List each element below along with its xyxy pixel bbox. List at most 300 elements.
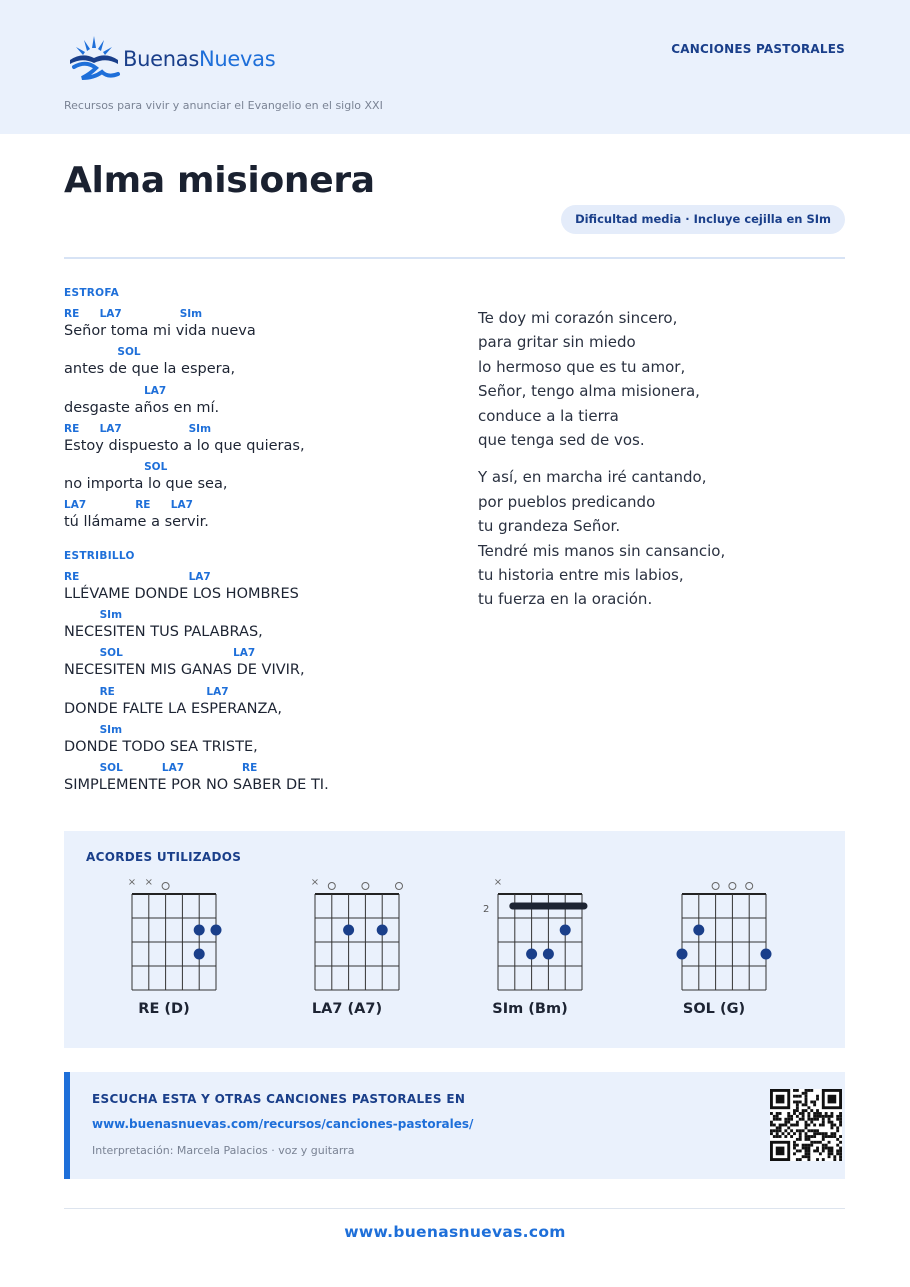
chord-name: LA7 (A7) — [311, 1001, 383, 1017]
qr-module — [779, 1126, 782, 1129]
open-string-icon — [328, 883, 335, 890]
qr-module — [799, 1101, 802, 1104]
qr-module — [830, 1121, 833, 1124]
qr-module — [793, 1095, 796, 1098]
qr-module — [793, 1152, 796, 1155]
qr-module — [805, 1144, 808, 1147]
qr-module — [805, 1126, 808, 1129]
qr-module — [802, 1129, 805, 1132]
lyric-line — [64, 385, 454, 423]
qr-module — [813, 1149, 816, 1152]
qr-module — [807, 1138, 810, 1141]
chord-diagram — [297, 873, 417, 1017]
qr-module — [813, 1115, 816, 1118]
qr-module — [790, 1124, 793, 1127]
qr-module — [830, 1115, 833, 1118]
qr-module — [799, 1129, 802, 1132]
chord-symbol: RE — [242, 762, 258, 775]
chord-grid-icon — [664, 873, 784, 1001]
qr-module — [796, 1115, 799, 1118]
qr-module — [816, 1141, 819, 1144]
qr-module — [833, 1135, 836, 1138]
chord-symbol: LA7 — [206, 685, 229, 698]
qr-code-icon[interactable] — [770, 1089, 842, 1161]
lyric-line: tu grandeza Señor. — [478, 517, 621, 536]
qr-module — [805, 1138, 808, 1141]
muted-string-icon: × — [310, 877, 320, 888]
qr-module — [799, 1135, 802, 1138]
qr-module — [839, 1149, 842, 1152]
qr-module — [773, 1115, 776, 1118]
chord-symbol: RE — [64, 422, 80, 435]
verse-lines — [64, 308, 454, 538]
lyric-line: por pueblos predicando — [478, 492, 656, 511]
qr-module — [805, 1132, 808, 1135]
qr-module — [807, 1106, 810, 1109]
qr-module — [784, 1129, 787, 1132]
qr-module — [839, 1121, 842, 1124]
lyric-line — [64, 647, 454, 685]
qr-module — [816, 1118, 819, 1121]
qr-module — [773, 1135, 776, 1138]
qr-module — [799, 1158, 802, 1161]
qr-module — [825, 1135, 828, 1138]
chord-symbol: LA7 — [188, 570, 211, 583]
qr-module — [784, 1135, 787, 1138]
qr-module — [810, 1129, 813, 1132]
qr-module — [793, 1141, 796, 1144]
lyric-line — [64, 571, 454, 609]
lyric-line — [64, 762, 454, 800]
qr-module — [770, 1112, 773, 1115]
muted-string-icon: × — [127, 877, 137, 888]
lyric-line: tu historia entre mis labios, — [478, 566, 684, 585]
lyric-text: NECESITEN MIS GANAS DE VIVIR, — [64, 662, 305, 679]
qr-module — [813, 1103, 816, 1106]
qr-module — [793, 1144, 796, 1147]
chord-symbol: SOL — [99, 762, 123, 775]
qr-module — [819, 1152, 822, 1155]
lyric-text: NECESITEN TUS PALABRAS, — [64, 624, 263, 641]
listen-credit: Interpretación: Marcela Palacios · voz y guitarra — [92, 1144, 355, 1157]
qr-module — [828, 1115, 831, 1118]
qr-module — [799, 1118, 802, 1121]
chord-symbol: SOL — [99, 647, 123, 660]
qr-module — [819, 1115, 822, 1118]
qr-module — [796, 1109, 799, 1112]
qr-module — [796, 1106, 799, 1109]
qr-module — [796, 1149, 799, 1152]
qr-module — [802, 1092, 805, 1095]
qr-module — [839, 1135, 842, 1138]
qr-module — [802, 1115, 805, 1118]
chord-symbol: LA7 — [99, 308, 122, 320]
qr-module — [813, 1124, 816, 1127]
qr-module — [828, 1135, 831, 1138]
qr-module — [828, 1141, 831, 1144]
qr-module — [807, 1158, 810, 1161]
qr-module — [819, 1124, 822, 1127]
chord-row — [64, 461, 454, 475]
qr-module — [782, 1132, 785, 1135]
chord-grid-icon — [297, 873, 417, 1001]
qr-module — [802, 1118, 805, 1121]
qr-module — [807, 1112, 810, 1115]
qr-module — [796, 1124, 799, 1127]
qr-module — [833, 1155, 836, 1158]
qr-module — [839, 1152, 842, 1155]
chord-name: SOL (G) — [682, 1001, 746, 1017]
qr-module — [807, 1155, 810, 1158]
chord-row — [64, 385, 454, 399]
qr-module — [805, 1149, 808, 1152]
section-label: CANCIONES PASTORALES — [671, 42, 845, 56]
qr-module — [830, 1124, 833, 1127]
qr-module — [807, 1147, 810, 1150]
qr-module — [819, 1132, 822, 1135]
chord-row — [64, 724, 454, 738]
qr-module — [796, 1121, 799, 1124]
qr-module — [830, 1147, 833, 1150]
qr-module — [776, 1126, 779, 1129]
qr-module — [813, 1112, 816, 1115]
chord-diagram — [480, 873, 600, 1017]
qr-module — [802, 1109, 805, 1112]
qr-module — [802, 1147, 805, 1150]
lyric-text: Señor toma mi vida nueva — [64, 323, 256, 339]
qr-finder — [776, 1095, 785, 1104]
chord-row — [64, 308, 454, 322]
qr-module — [810, 1118, 813, 1121]
lyric-text: no importa lo que sea, — [64, 476, 228, 493]
qr-module — [839, 1124, 842, 1127]
qr-module — [819, 1141, 822, 1144]
qr-module — [776, 1132, 779, 1135]
open-string-icon — [712, 883, 719, 890]
qr-module — [836, 1129, 839, 1132]
qr-module — [805, 1155, 808, 1158]
brand-name — [123, 47, 275, 71]
qr-module — [836, 1138, 839, 1141]
qr-module — [807, 1124, 810, 1127]
chord-row — [64, 571, 454, 585]
lyric-line: tu fuerza en la oración. — [478, 590, 653, 609]
qr-module — [793, 1132, 796, 1135]
qr-module — [836, 1149, 839, 1152]
lyrics-right-column — [478, 306, 848, 625]
chord-symbol: SOL — [117, 346, 141, 359]
title-divider — [64, 257, 845, 259]
qr-module — [813, 1129, 816, 1132]
qr-module — [802, 1155, 805, 1158]
chord-symbol: RE — [135, 499, 151, 512]
qr-module — [779, 1124, 782, 1127]
qr-module — [816, 1158, 819, 1161]
lyric-line: Te doy mi corazón sincero, — [478, 309, 678, 327]
finger-dot — [693, 925, 704, 936]
chord-name: RE (D) — [138, 1001, 190, 1017]
qr-module — [828, 1118, 831, 1121]
lyric-line: Señor, tengo alma misionera, — [478, 382, 700, 401]
lyric-line: que tenga sed de vos. — [478, 431, 645, 450]
qr-module — [816, 1149, 819, 1152]
qr-module — [779, 1118, 782, 1121]
qr-module — [770, 1121, 773, 1124]
qr-module — [822, 1132, 825, 1135]
qr-module — [805, 1109, 808, 1112]
finger-dot — [194, 949, 205, 960]
chord-symbol: RE — [64, 308, 80, 320]
qr-module — [787, 1118, 790, 1121]
qr-module — [830, 1149, 833, 1152]
qr-module — [813, 1101, 816, 1104]
qr-module — [776, 1112, 779, 1115]
qr-module — [796, 1089, 799, 1092]
lyric-line: Y así, en marcha iré cantando, — [478, 468, 707, 487]
finger-dot — [543, 949, 554, 960]
listen-link[interactable]: www.buenasnuevas.com/recursos/canciones-pastorales/ — [92, 1117, 474, 1131]
chord-symbol: SIm — [99, 723, 123, 736]
lyric-line: lo hermoso que es tu amor, — [478, 357, 686, 376]
qr-module — [773, 1124, 776, 1127]
finger-dot — [194, 925, 205, 936]
finger-dot — [560, 925, 571, 936]
chord-symbol: LA7 — [161, 762, 185, 775]
qr-module — [793, 1101, 796, 1104]
qr-module — [805, 1135, 808, 1138]
chord-row — [64, 346, 454, 360]
brand-name-part2: Nuevas — [198, 47, 276, 71]
qr-module — [799, 1149, 802, 1152]
qr-module — [816, 1095, 819, 1098]
qr-module — [813, 1118, 816, 1121]
song-title: Alma misionera — [64, 160, 375, 201]
lyric-line — [64, 461, 454, 499]
qr-module — [787, 1126, 790, 1129]
qr-module — [822, 1149, 825, 1152]
qr-module — [816, 1098, 819, 1101]
qr-module — [787, 1115, 790, 1118]
footer-divider — [64, 1208, 845, 1209]
qr-module — [805, 1089, 808, 1092]
qr-module — [828, 1155, 831, 1158]
qr-module — [779, 1135, 782, 1138]
qr-module — [796, 1103, 799, 1106]
lyric-text: LLÉVAME DONDE LOS HOMBRES — [64, 585, 299, 602]
qr-module — [773, 1118, 776, 1121]
qr-module — [805, 1103, 808, 1106]
open-string-icon — [162, 883, 169, 890]
qr-module — [813, 1141, 816, 1144]
qr-module — [770, 1132, 773, 1135]
lyric-text: SIMPLEMENTE POR NO SABER DE TI. — [64, 777, 329, 794]
qr-module — [813, 1132, 816, 1135]
lyric-text: desgaste años en mí. — [64, 399, 220, 416]
qr-module — [805, 1147, 808, 1150]
qr-module — [782, 1124, 785, 1127]
qr-module — [793, 1147, 796, 1150]
chord-symbol: RE — [64, 570, 80, 583]
qr-module — [833, 1132, 836, 1135]
qr-module — [816, 1109, 819, 1112]
page-header — [0, 0, 910, 134]
lyric-line — [64, 346, 454, 384]
qr-module — [810, 1109, 813, 1112]
qr-module — [810, 1089, 813, 1092]
qr-module — [830, 1126, 833, 1129]
qr-module — [828, 1121, 831, 1124]
difficulty-badge: Dificultad media · Incluye cejilla en SIm — [561, 205, 845, 234]
qr-module — [822, 1115, 825, 1118]
qr-module — [802, 1103, 805, 1106]
qr-module — [830, 1112, 833, 1115]
brand-tagline: Recursos para vivir y anunciar el Evangelio en el siglo XXI — [64, 99, 383, 112]
qr-module — [776, 1129, 779, 1132]
lyric-line — [64, 423, 454, 461]
qr-module — [836, 1126, 839, 1129]
qr-module — [830, 1152, 833, 1155]
qr-module — [787, 1112, 790, 1115]
qr-module — [793, 1109, 796, 1112]
qr-module — [822, 1138, 825, 1141]
qr-module — [790, 1118, 793, 1121]
qr-module — [805, 1121, 808, 1124]
qr-module — [796, 1095, 799, 1098]
lyric-line — [64, 308, 454, 346]
qr-module — [828, 1152, 831, 1155]
qr-module — [825, 1147, 828, 1150]
open-string-icon — [362, 883, 369, 890]
lyric-line: conduce a la tierra — [478, 406, 619, 425]
chord-diagram — [664, 873, 784, 1017]
chord-row — [64, 609, 454, 623]
chord-row — [64, 647, 454, 661]
finger-dot — [761, 949, 772, 960]
qr-module — [793, 1124, 796, 1127]
qr-module — [805, 1098, 808, 1101]
qr-module — [825, 1144, 828, 1147]
qr-module — [807, 1152, 810, 1155]
qr-module — [784, 1124, 787, 1127]
qr-module — [839, 1112, 842, 1115]
finger-dot — [343, 925, 354, 936]
qr-module — [833, 1158, 836, 1161]
qr-module — [784, 1118, 787, 1121]
qr-module — [836, 1115, 839, 1118]
qr-module — [805, 1092, 808, 1095]
qr-module — [799, 1138, 802, 1141]
qr-module — [802, 1112, 805, 1115]
qr-module — [807, 1149, 810, 1152]
finger-dot — [211, 925, 222, 936]
chord-diagram — [114, 873, 234, 1017]
lyric-line — [64, 724, 454, 762]
qr-finder — [828, 1095, 837, 1104]
footer-link[interactable]: www.buenasnuevas.com — [344, 1223, 566, 1241]
qr-module — [822, 1121, 825, 1124]
muted-string-icon: × — [493, 877, 503, 888]
qr-module — [807, 1135, 810, 1138]
chord-symbol: RE — [99, 685, 115, 698]
qr-module — [816, 1147, 819, 1150]
qr-module — [822, 1124, 825, 1127]
qr-module — [802, 1144, 805, 1147]
qr-module — [836, 1144, 839, 1147]
qr-module — [810, 1101, 813, 1104]
chord-grid-icon — [114, 873, 234, 1001]
chord-symbol: LA7 — [99, 422, 122, 435]
qr-module — [819, 1112, 822, 1115]
qr-finder — [776, 1147, 785, 1156]
qr-module — [805, 1101, 808, 1104]
qr-module — [799, 1132, 802, 1135]
chord-row — [64, 686, 454, 700]
finger-dot — [677, 949, 688, 960]
chord-symbol: SIm — [99, 609, 123, 622]
qr-module — [784, 1121, 787, 1124]
lyric-text: antes de que la espera, — [64, 361, 236, 378]
lyric-line: para gritar sin miedo — [478, 333, 636, 352]
chord-name: SIm (Bm) — [492, 1001, 568, 1017]
muted-string-icon: × — [144, 877, 153, 888]
verse-label: ESTROFA — [64, 287, 120, 299]
qr-module — [796, 1129, 799, 1132]
qr-module — [828, 1149, 831, 1152]
open-string-icon — [729, 883, 736, 890]
chord-row — [64, 499, 454, 513]
qr-module — [790, 1135, 793, 1138]
qr-module — [825, 1115, 828, 1118]
qr-module — [816, 1112, 819, 1115]
lyric-text: DONDE FALTE LA ESPERANZA, — [64, 700, 282, 717]
qr-module — [799, 1112, 802, 1115]
lyric-stanza — [478, 306, 848, 452]
lyric-line — [64, 499, 454, 537]
lyrics-left-column — [64, 287, 454, 801]
qr-module — [807, 1089, 810, 1092]
chord-symbol: SIm — [179, 308, 203, 320]
qr-module — [796, 1138, 799, 1141]
qr-module — [790, 1129, 793, 1132]
chord-row — [64, 762, 454, 776]
qr-module — [830, 1132, 833, 1135]
brand-name-part1: Buenas — [123, 47, 199, 71]
qr-module — [822, 1135, 825, 1138]
open-string-icon — [396, 883, 403, 890]
chord-symbol: LA7 — [144, 384, 167, 397]
qr-module — [839, 1115, 842, 1118]
finger-dot — [377, 925, 388, 936]
qr-module — [822, 1158, 825, 1161]
qr-module — [836, 1118, 839, 1121]
qr-module — [810, 1141, 813, 1144]
open-string-icon — [746, 883, 753, 890]
qr-module — [807, 1129, 810, 1132]
qr-module — [816, 1129, 819, 1132]
qr-module — [833, 1124, 836, 1127]
qr-module — [773, 1129, 776, 1132]
lyric-stanza — [478, 465, 848, 611]
qr-module — [839, 1118, 842, 1121]
start-fret-label: 2 — [483, 904, 490, 915]
qr-module — [807, 1118, 810, 1121]
qr-module — [790, 1115, 793, 1118]
qr-module — [825, 1112, 828, 1115]
qr-module — [796, 1144, 799, 1147]
qr-module — [822, 1144, 825, 1147]
qr-module — [810, 1121, 813, 1124]
qr-module — [836, 1152, 839, 1155]
